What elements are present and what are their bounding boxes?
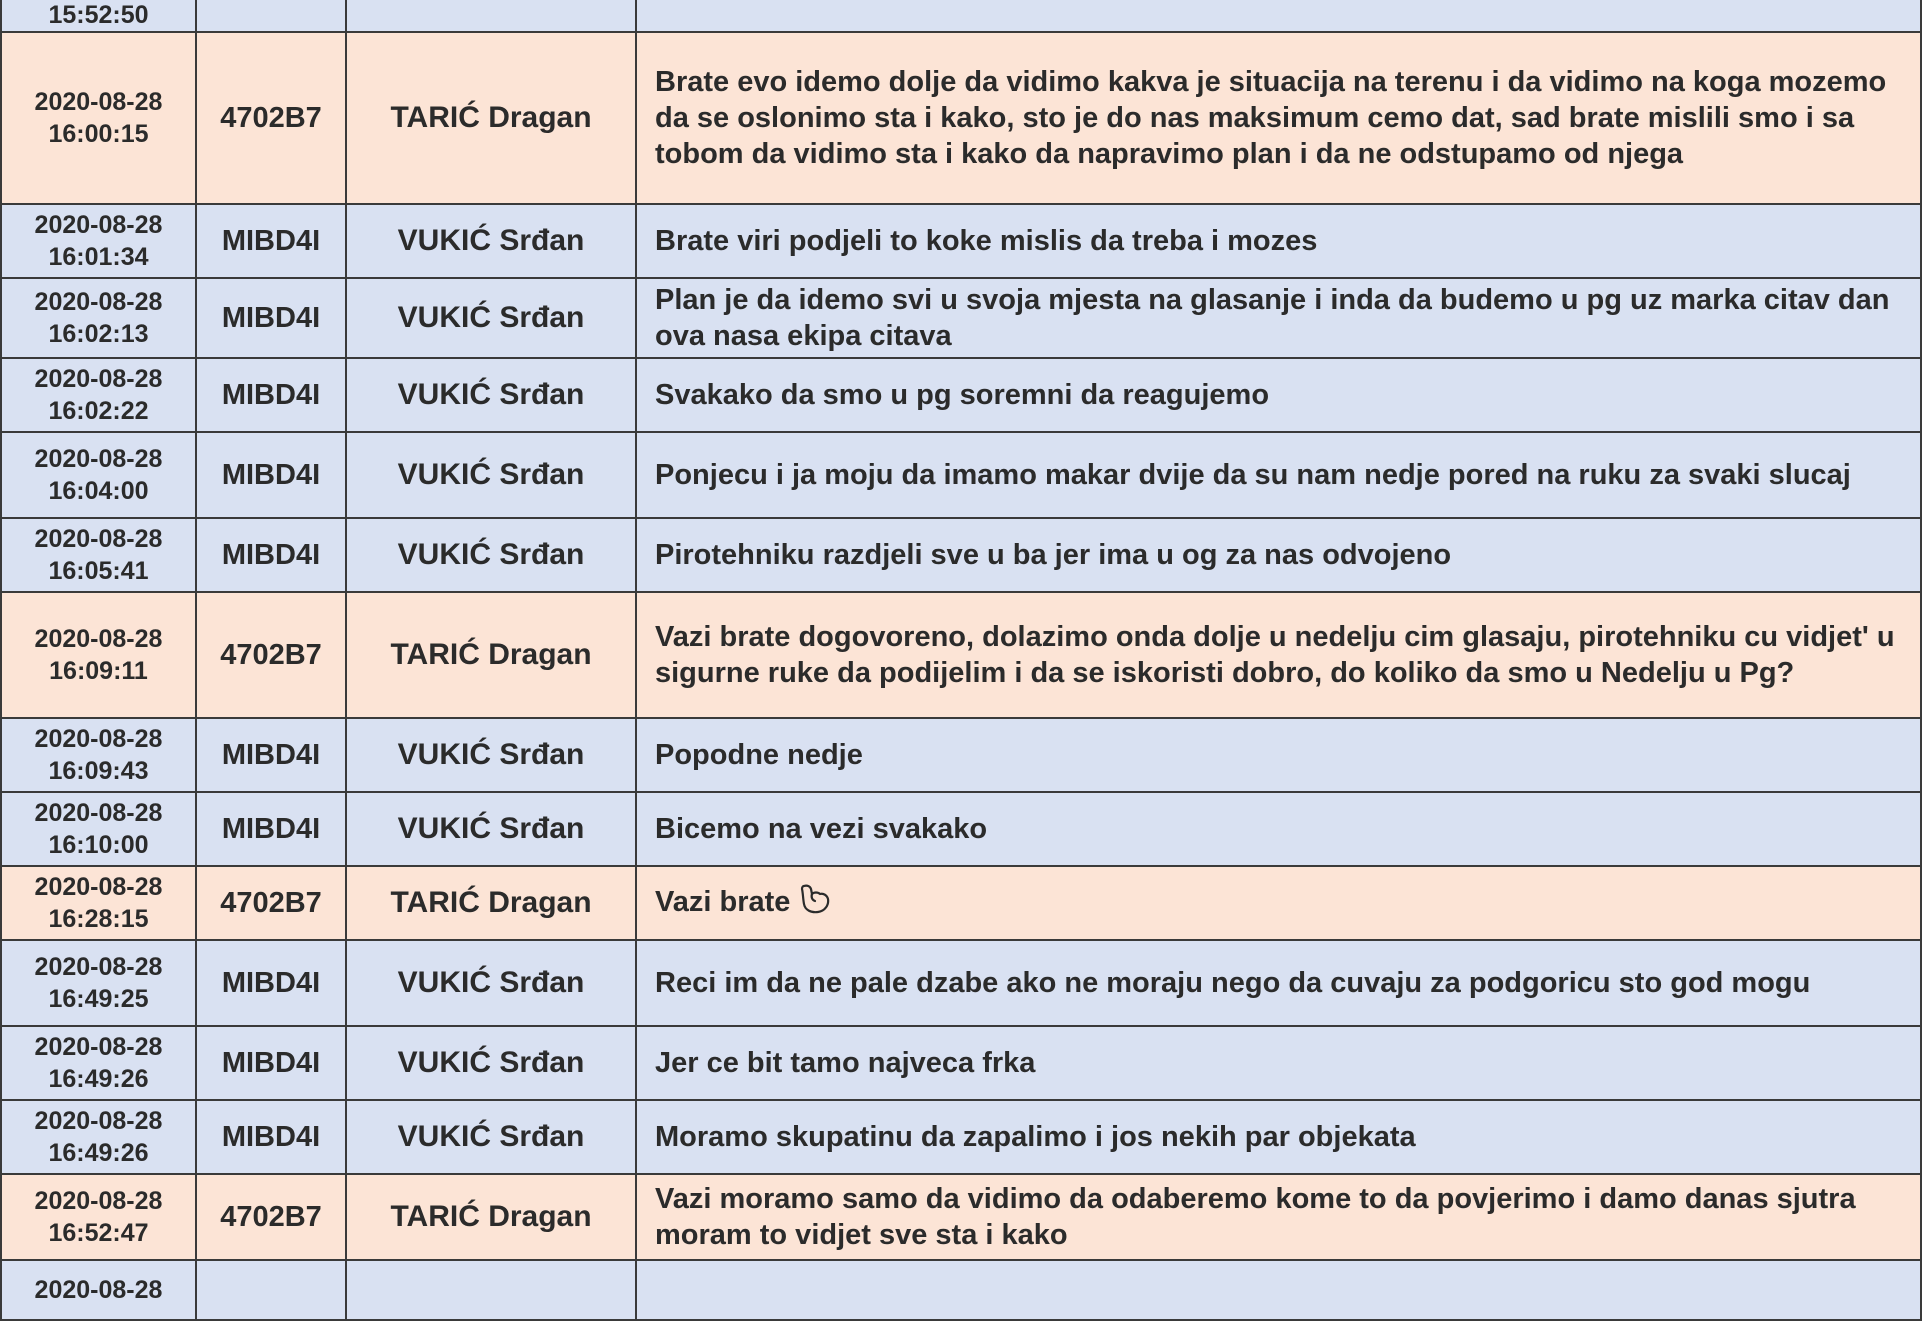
message-text: Plan je da idemo svi u svoja mjesta na glasanje i inda da budemo u pg uz marka citav dan ova nasa ekipa citava: [655, 284, 1890, 352]
date-text: 2020-08-28: [34, 1187, 163, 1215]
sender-id-cell: [196, 866, 346, 940]
message-cell: [636, 1260, 1921, 1320]
message-text: Jer ce bit tamo najveca frka: [655, 1047, 1036, 1079]
sender-name-cell: [346, 792, 636, 866]
sender-id-cell: [196, 518, 346, 592]
sender-id-cell: [196, 1260, 346, 1320]
sender-id-text: 4702B7: [220, 886, 322, 919]
message-row: [1, 432, 1921, 518]
sender-id-cell: [196, 432, 346, 518]
sender-id-cell: [196, 940, 346, 1026]
message-cell: [636, 204, 1921, 278]
timestamp-cell: [1, 32, 196, 204]
sender-id-cell: [196, 718, 346, 792]
time-text: 16:49:26: [48, 1139, 149, 1167]
sender-id-cell: [196, 792, 346, 866]
sender-name-cell: [346, 358, 636, 432]
sender-id-text: MIBD4I: [221, 224, 321, 257]
sender-name-cell: [346, 32, 636, 204]
timestamp-cell: [1, 1100, 196, 1174]
message-cell: [636, 592, 1921, 718]
sender-name-cell: [346, 1260, 636, 1320]
sender-id-cell: [196, 0, 346, 32]
timestamp-cell: [1, 866, 196, 940]
message-row: [1, 358, 1921, 432]
sender-id-text: MIBD4I: [221, 1046, 321, 1079]
message-cell: [636, 432, 1921, 518]
sender-id-text: MIBD4I: [221, 538, 321, 571]
message-row: [1, 940, 1921, 1026]
date-text: 2020-08-28: [34, 953, 163, 981]
sender-name-cell: [346, 718, 636, 792]
sender-name-cell: [346, 204, 636, 278]
sender-id-text: 4702B7: [220, 638, 322, 671]
time-text: 16:02:22: [48, 397, 149, 425]
sender-id-cell: [196, 358, 346, 432]
message-cell: [636, 792, 1921, 866]
date-text: 2020-08-28: [34, 1276, 163, 1304]
sender-name-text: VUKIĆ Srđan: [397, 224, 585, 257]
sender-name-cell: [346, 592, 636, 718]
sender-name-text: VUKIĆ Srđan: [397, 1120, 585, 1153]
message-row: [1, 204, 1921, 278]
time-text: 15:52:50: [48, 1, 149, 29]
sender-name-cell: [346, 432, 636, 518]
sender-name-cell: [346, 1026, 636, 1100]
timestamp-cell: [1, 940, 196, 1026]
message-cell: [636, 718, 1921, 792]
message-text: Moramo skupatinu da zapalimo i jos nekih par objekata: [655, 1121, 1416, 1153]
message-log-body: [1, 0, 1921, 1320]
message-text: Reci im da ne pale dzabe ako ne moraju nego da cuvaju za podgoricu sto god mogu: [655, 967, 1811, 999]
sender-name-text: VUKIĆ Srđan: [397, 738, 585, 771]
message-text: Bicemo na vezi svakako: [655, 813, 988, 845]
time-text: 16:49:25: [48, 985, 149, 1013]
time-text: 16:00:15: [48, 120, 149, 148]
time-text: 16:52:47: [48, 1219, 149, 1247]
message-row: [1, 792, 1921, 866]
message-row: [1, 866, 1921, 940]
message-row: [1, 278, 1921, 358]
sender-id-text: MIBD4I: [221, 738, 321, 771]
time-text: 16:05:41: [48, 557, 149, 585]
sender-name-text: VUKIĆ Srđan: [397, 812, 585, 845]
sender-id-text: 4702B7: [220, 1200, 322, 1233]
sender-id-cell: [196, 1174, 346, 1260]
sender-id-text: MIBD4I: [221, 812, 321, 845]
sender-name-cell: [346, 1174, 636, 1260]
message-text: Popodne nedje: [655, 739, 863, 771]
message-text: Brate evo idemo dolje da vidimo kakva je situacija na terenu i da vidimo na koga mozemo da se oslonimo sta i kako, sto je do nas maksimum cemo dat, sad brate mislili smo i sa tobom da vidimo sta i kako da napravimo plan i da ne odstupamo od njega: [655, 66, 1887, 170]
sender-id-text: 4702B7: [220, 101, 322, 134]
message-row: [1, 32, 1921, 204]
time-text: 16:10:00: [48, 831, 149, 859]
message-cell: [636, 1174, 1921, 1260]
message-text: Vazi brate: [655, 885, 791, 918]
message-text: Vazi moramo samo da vidimo da odaberemo kome to da povjerimo i damo danas sjutra moram to vidjet sve sta i kako: [655, 1183, 1856, 1251]
time-text: 16:04:00: [48, 477, 149, 505]
message-row: [1, 1026, 1921, 1100]
date-text: 2020-08-28: [34, 88, 163, 116]
sender-name-text: VUKIĆ Srđan: [397, 378, 585, 411]
sender-name-text: TARIĆ Dragan: [390, 638, 592, 671]
date-text: 2020-08-28: [34, 625, 163, 653]
message-row: [1, 0, 1921, 32]
message-text: Pirotehniku razdjeli sve u ba jer ima u og za nas odvojeno: [655, 539, 1452, 571]
sender-id-cell: [196, 32, 346, 204]
timestamp-cell: [1, 792, 196, 866]
time-text: 16:01:34: [48, 243, 149, 271]
sender-id-text: MIBD4I: [221, 458, 321, 491]
sender-name-cell: [346, 940, 636, 1026]
sender-id-cell: [196, 592, 346, 718]
message-row: [1, 1100, 1921, 1174]
message-row: [1, 592, 1921, 718]
date-text: 2020-08-28: [34, 525, 163, 553]
sender-id-cell: [196, 204, 346, 278]
date-text: 2020-08-28: [34, 725, 163, 753]
time-text: 16:09:11: [49, 657, 148, 685]
timestamp-cell: [1, 358, 196, 432]
sender-name-text: VUKIĆ Srđan: [397, 538, 585, 571]
message-cell: [636, 1100, 1921, 1174]
sender-name-text: TARIĆ Dragan: [390, 1200, 592, 1233]
message-cell: [636, 0, 1921, 32]
date-text: 2020-08-28: [34, 365, 163, 393]
timestamp-cell: [1, 1026, 196, 1100]
message-cell: [636, 32, 1921, 204]
message-row: [1, 518, 1921, 592]
message-text: Svakako da smo u pg soremni da reagujemo: [655, 379, 1270, 411]
message-row: [1, 1174, 1921, 1260]
message-cell: [636, 278, 1921, 358]
date-text: 2020-08-28: [34, 1107, 163, 1135]
sender-name-cell: [346, 0, 636, 32]
sender-name-cell: [346, 1100, 636, 1174]
message-row: [1, 1260, 1921, 1320]
message-cell: [636, 940, 1921, 1026]
message-text: Brate viri podjeli to koke mislis da treba i mozes: [655, 225, 1318, 257]
sender-id-cell: [196, 1100, 346, 1174]
message-cell: [636, 358, 1921, 432]
timestamp-cell: [1, 204, 196, 278]
sender-id-text: MIBD4I: [221, 966, 321, 999]
date-text: 2020-08-28: [34, 873, 163, 901]
time-text: 16:49:26: [48, 1065, 149, 1093]
sender-id-text: MIBD4I: [221, 301, 321, 334]
time-text: 16:09:43: [48, 757, 149, 785]
message-text: Vazi brate dogovoreno, dolazimo onda dolje u nedelju cim glasaju, pirotehniku cu vidjet' u sigurne ruke da podijelim i da se iskoristi dobro, do koliko da smo u Nedelju u Pg?: [655, 621, 1895, 689]
message-cell: [636, 866, 1921, 940]
timestamp-cell: [1, 278, 196, 358]
message-cell: [636, 518, 1921, 592]
date-text: 2020-08-28: [34, 211, 163, 239]
date-text: 2020-08-28: [34, 288, 163, 316]
sender-name-text: TARIĆ Dragan: [390, 101, 592, 134]
sender-name-text: TARIĆ Dragan: [390, 886, 592, 919]
date-text: 2020-08-28: [34, 799, 163, 827]
sender-name-text: VUKIĆ Srđan: [397, 966, 585, 999]
message-row: [1, 718, 1921, 792]
timestamp-cell: [1, 518, 196, 592]
message-text: Ponjecu i ja moju da imamo makar dvije da su nam nedje pored na ruku za svaki slucaj: [655, 459, 1851, 491]
sender-id-cell: [196, 278, 346, 358]
timestamp-cell: [1, 432, 196, 518]
sender-name-cell: [346, 866, 636, 940]
timestamp-cell: [1, 592, 196, 718]
timestamp-cell: [1, 0, 196, 32]
sender-name-cell: [346, 278, 636, 358]
time-text: 16:28:15: [48, 905, 149, 933]
sender-id-text: MIBD4I: [221, 378, 321, 411]
sender-name-text: VUKIĆ Srđan: [397, 1046, 585, 1079]
time-text: 16:02:13: [48, 320, 149, 348]
sender-name-text: VUKIĆ Srđan: [397, 458, 585, 491]
sender-id-cell: [196, 1026, 346, 1100]
timestamp-cell: [1, 718, 196, 792]
flexed-biceps-icon: [798, 882, 832, 925]
timestamp-cell: [1, 1260, 196, 1320]
sender-name-text: VUKIĆ Srđan: [397, 301, 585, 334]
date-text: 2020-08-28: [34, 445, 163, 473]
sender-name-cell: [346, 518, 636, 592]
sender-id-text: MIBD4I: [221, 1120, 321, 1153]
message-cell: [636, 1026, 1921, 1100]
timestamp-cell: [1, 1174, 196, 1260]
date-text: 2020-08-28: [34, 1033, 163, 1061]
